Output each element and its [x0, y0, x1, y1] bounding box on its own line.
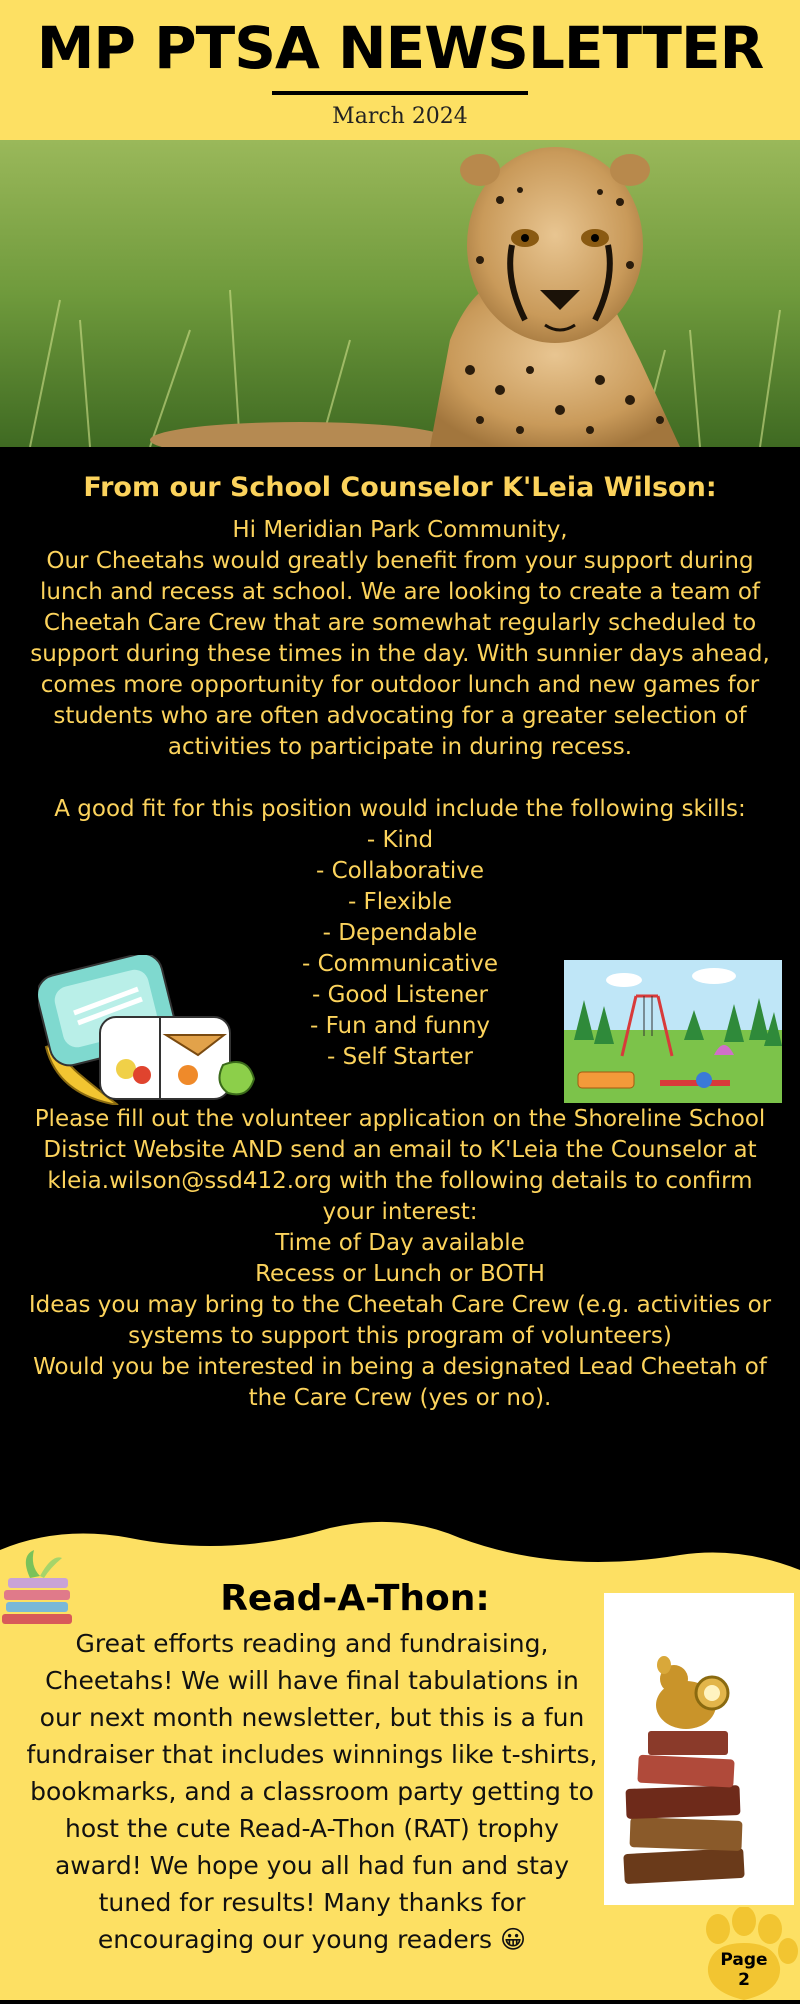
skill-item: - Collaborative: [315, 858, 484, 884]
newsletter-header: [0, 0, 800, 140]
skills-intro: A good fit for this position would include the following skills:: [54, 796, 746, 822]
skill-item: - Communicative: [301, 951, 498, 977]
detail-item: Would you be interested in being a designated Lead Cheetah of the Care Crew (yes or no).: [33, 1354, 767, 1411]
cheetah-photo: [0, 140, 800, 447]
readathon-title: Read-A-Thon:: [220, 1578, 490, 1619]
skill-item: - Self Starter: [327, 1044, 473, 1070]
detail-item: Recess or Lunch or BOTH: [255, 1261, 545, 1287]
page-number-badge: [712, 1950, 776, 1990]
skill-item: - Dependable: [322, 920, 478, 946]
newsletter-title: MP PTSA NEWSLETTER: [36, 14, 764, 82]
newsletter-date: March 2024: [332, 104, 468, 129]
page-label-text: Page: [720, 1950, 768, 1970]
apply-instructions: Please fill out the volunteer application on the Shoreline School District Website AND send an email to K'Leia the Counselor at kleia.wilson@ssd412.org with the following details to confirm your interest:: [34, 1106, 766, 1225]
playground-image: [564, 960, 782, 1103]
skill-item: - Fun and funny: [309, 1013, 491, 1039]
counselor-intro: Our Cheetahs would greatly benefit from your support during lunch and recess at school. We are looking to create a team of Cheetah Care Crew that are somewhat regularly scheduled to support during these times in the day. With sunnier days ahead, comes more opportunity for outdoor lunch and new games for students who are often advocating for a greater selection of activities to participate in during recess.: [30, 548, 770, 760]
readathon-body: Great efforts reading and fundraising, Cheetahs! We will have final tabulations in our next month newsletter, but this is a fun fundraiser that includes winnings like t-shirts, bookmarks, and a classroom party getting to host the cute Read-A-Thon (RAT) trophy award! We hope you all had fun and stay tuned for results! Many thanks for encouraging our young readers 😀: [26, 1629, 598, 1954]
detail-item: Ideas you may bring to the Cheetah Care Crew (e.g. activities or systems to support this program of volunteers): [28, 1292, 772, 1349]
counselor-heading: From our School Counselor K'Leia Wilson:: [83, 472, 717, 503]
skill-item: - Flexible: [347, 889, 453, 915]
detail-item: Time of Day available: [275, 1230, 525, 1256]
skill-item: - Kind: [366, 827, 434, 853]
counselor-greeting: Hi Meridian Park Community,: [232, 517, 568, 543]
page-number: 2: [738, 1970, 750, 1990]
title-divider: [272, 91, 528, 95]
lunchbox-icon: [38, 955, 258, 1105]
books-stack-icon: [0, 1548, 76, 1634]
rat-trophy-image: [604, 1593, 794, 1905]
skill-item: - Good Listener: [311, 982, 489, 1008]
